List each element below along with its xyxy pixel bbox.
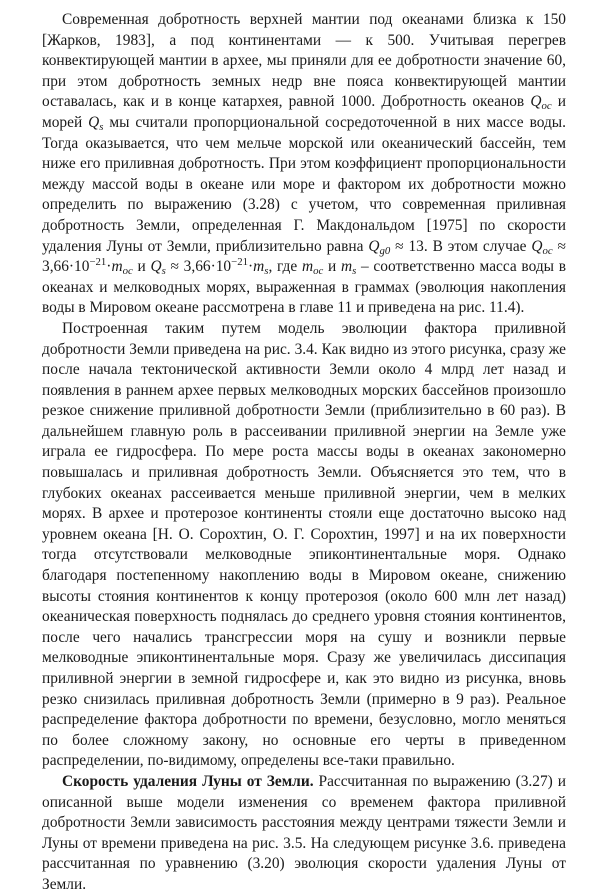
paragraph-evolution-model: Построенная таким путем модель эволюции фактора приливной добротности Земли приведена на рис. 3.4. Как видно из этого рисунка, сразу же после начала тектонической активности Земли около 4 млрд лет назад и появления в раннем архее первых мелководных морских бассейнов произошло резкое снижение приливной добротности Земли (приблизительно в 60 раз). В дальнейшем главную роль в рассеивании приливной энергии на Земле уже играла ее гидросфера. По мере роста массы воды в океанах закономерно повышалась и приливная добротность Земли. Объясняется это тем, что в глубоких океанах рассеивается меньше приливной энергии, чем в мелких морях. В архее и протерозое континенты стояли еще достаточно высоко над уровнем океана [Н. О. Сорохтин, О. Г. Сорохтин, 1997] и на их поверхности тогда отсутствовали мелководные эпиконтинентальные моря. Однако благодаря постепенному накоплению воды в Мировом океане, снижению высоты стояния континентов к концу протерозоя (около 600 млн лет назад) океаническая поверхность поднялась до среднего уровня стояния континентов, после чего начались трансгрессии моря на сушу и возникли первые мелководные эпиконтинентальные моря. Сразу же увеличилась диссипация приливной энергии в земной гидросфере и, как это видно из рисунка, вновь резко снизилась приливная добротность Земли (примерно в 9 раз). Реальное распределение фактора добротности по времени, безусловно, могло меняться по более сложному закону, но основные его черты в приведенном распределении, по-видимому, определены все-таки правильно. xyxy=(42,319,566,770)
exponent-2: −21 xyxy=(231,256,248,269)
paragraph-quality-factor: Современная добротность верхней мантии под океанами близка к 150 [Жарков, 1983], а под континентами — к 500. Учитывая перегрев конвектирующей мантии в архее, мы приняли для ее добротности значение 60, при этом добротность земных недр вне пояса конвектирующей мантии оставалась, как и в конце катархея, равной 1000. Добротность океанов $Q_{oc}$ и морей $Q_s$ мы считали пропорциональной сосредоточенной в них массе воды. Тогда оказывается, что чем мельче морской или океанический бассейн, тем ниже его приливная добротность. При этом коэффициент пропорциональности между массой воды в океане или море и фактором их добротности можно определить по выражению (3.28) с учетом, что современная приливная добротность Земли, определенная Г. Макдональдом [1975] по скорости удаления Луны от Земли, приблизительно равна $Q_{g0} \approx 13$. В этом случае $Q_{oc} \approx 3,66\cdot 10^{-21}\cdot m_{oc}$ и $Q_s \approx 3,66\cdot 10^{-21}\cdot m_s$, где $m_{oc}$ и $m_s$ – соответственно масса воды в океанах и мелководных морях, выраженная в граммах (эволюция накопления воды в Мировом океане рассмотрена в главе 11 и приведена на рис. 11.4). xyxy=(42,11,567,317)
exponent: −21 xyxy=(89,256,107,269)
symbol-m-s-2: $m_s$ xyxy=(340,258,357,278)
symbol-q-g0: $Q_{g0}$ xyxy=(368,237,391,257)
symbol-q-oc-2: $Q_{oc}$ xyxy=(531,237,553,257)
symbol-q-oc: $Q_{oc}$ xyxy=(530,93,552,113)
symbol-q-s-2: $Q_s$ xyxy=(150,258,166,278)
paragraph-moon-recession: Скорость удаления Луны от Земли. Рассчитанная по выражению (3.27) и описанной выше модели изменения со временем фактора приливной добротности Земли зависимость расстояния между центрами тяжести Земли и Луны от времени приведена на рис. 3.5. На следующем рисунке 3.6. приведена рассчитанная по уравнению (3.20) эволюция скорости удаления Луны от Земли. xyxy=(42,772,566,893)
section-run-in-heading: Скорость удаления Луны от Земли. xyxy=(62,772,314,790)
symbol-q-s: $Q_s$ xyxy=(88,113,104,133)
symbol-m-oc-2: $m_{oc}$ xyxy=(301,258,324,278)
symbol-m-s: $m_s$ xyxy=(253,258,269,278)
symbol-m-oc: $m_{oc}$ xyxy=(111,258,133,278)
